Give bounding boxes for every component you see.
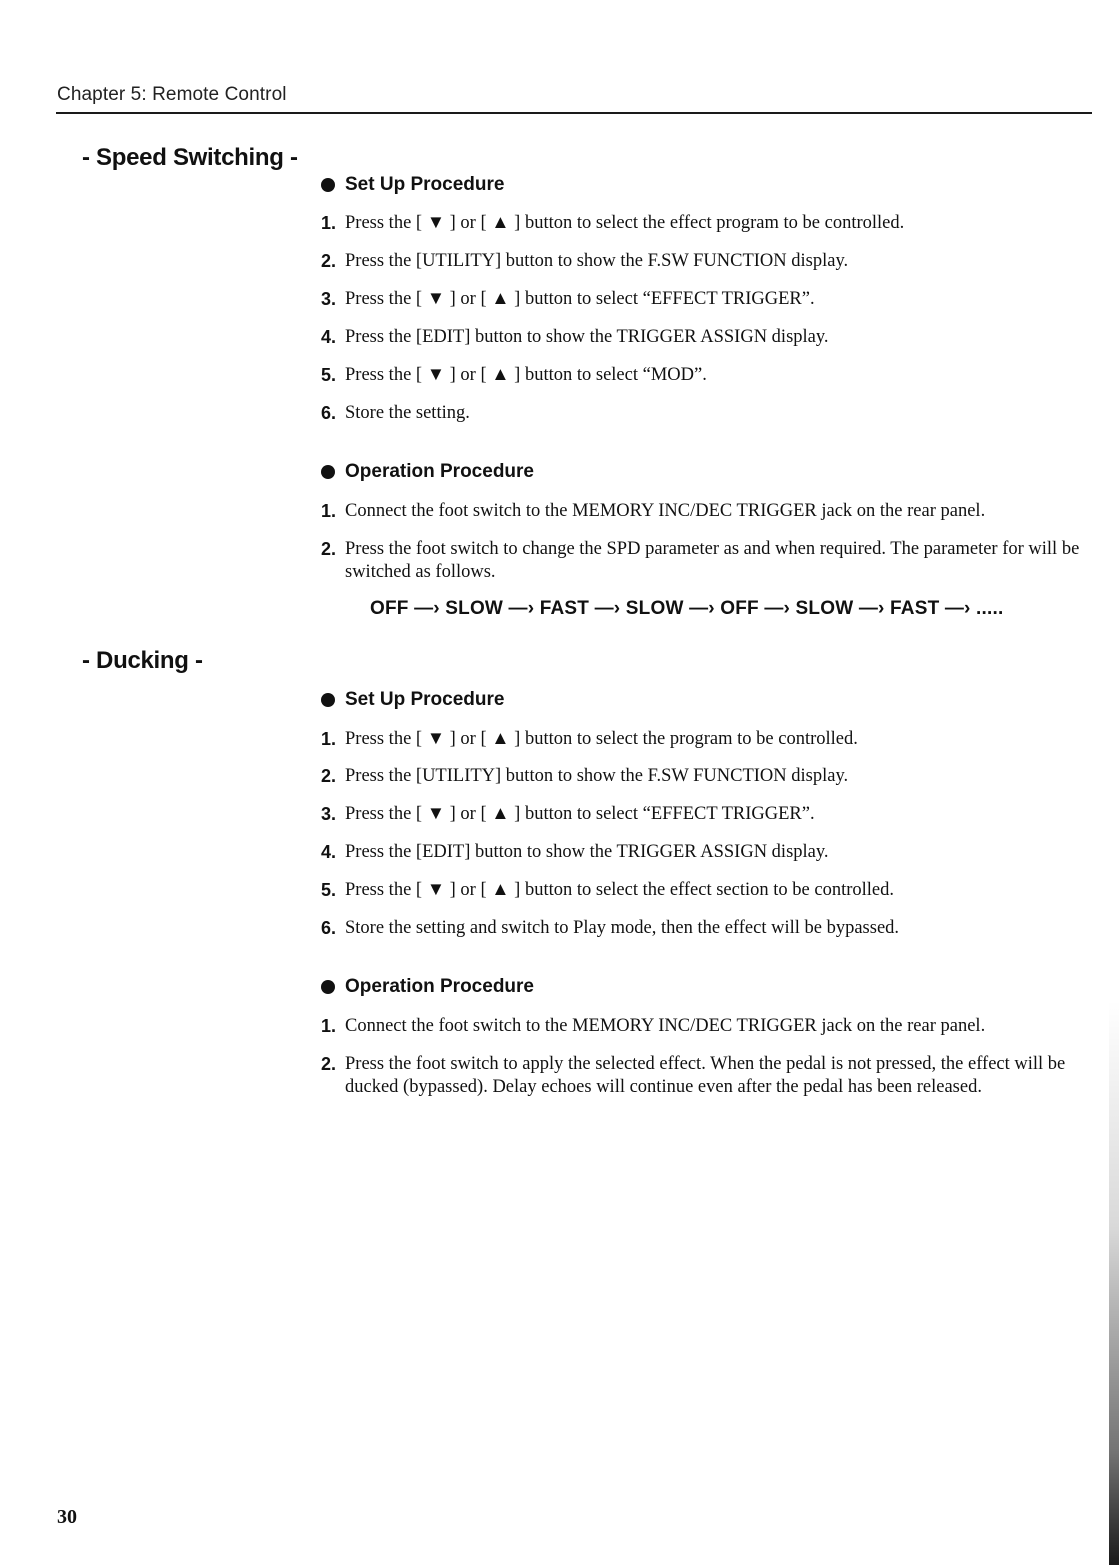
step-number: 1. <box>321 729 337 749</box>
step-text: Store the setting and switch to Play mode, then the effect will be bypassed. <box>345 918 900 938</box>
chapter-header: Chapter 5: Remote Control <box>57 84 287 105</box>
step-number: 5. <box>321 880 337 900</box>
step-number: 3. <box>321 289 337 309</box>
ducking-operation-heading <box>321 976 534 998</box>
ducking-operation-heading-text: Operation Procedure <box>345 976 534 997</box>
bullet-icon <box>321 178 335 192</box>
step-text: Press the [UTILITY] button to show the F.SW FUNCTION display. <box>345 766 849 786</box>
step-number: 4. <box>321 842 337 862</box>
step-text: Press the foot switch to change the SPD parameter as and when required. The parameter for will be switched as follows. <box>345 539 1080 582</box>
speed-setup-step <box>321 402 1091 425</box>
step-number: 4. <box>321 327 337 347</box>
step-text: Connect the foot switch to the MEMORY INC/DEC TRIGGER jack on the rear panel. <box>345 501 986 521</box>
bullet-icon <box>321 465 335 479</box>
ducking-operation-step <box>321 1015 1091 1038</box>
ducking-setup-step <box>321 728 1091 751</box>
ducking-setup-step <box>321 841 1091 864</box>
speed-switching-title: - Speed Switching - <box>82 144 298 171</box>
step-text: Press the [ ▼ ] or [ ▲ ] button to select the effect program to be controlled. <box>345 213 905 233</box>
page-number: 30 <box>57 1506 77 1528</box>
step-text: Store the setting. <box>345 403 470 423</box>
speed-setup-step <box>321 364 1091 387</box>
speed-setup-step <box>321 326 1091 349</box>
step-text: Press the foot switch to apply the selected effect. When the pedal is not pressed, the effect will be ducked (bypassed). Delay echoes will continue even after the pedal has been released. <box>345 1054 1066 1097</box>
step-number: 2. <box>321 539 337 559</box>
scan-edge-shadow <box>1109 1000 1119 1565</box>
step-number: 1. <box>321 501 337 521</box>
step-number: 1. <box>321 1016 337 1036</box>
ducking-setup-step <box>321 803 1091 826</box>
step-number: 2. <box>321 251 337 271</box>
ducking-setup-heading <box>321 689 504 711</box>
speed-sequence: OFF —› SLOW —› FAST —› SLOW —› OFF —› SLOW —› FAST —› ..... <box>370 598 1004 619</box>
speed-setup-step <box>321 288 1091 311</box>
step-text: Press the [EDIT] button to show the TRIGGER ASSIGN display. <box>345 842 829 862</box>
step-text: Press the [UTILITY] button to show the F.SW FUNCTION display. <box>345 251 849 271</box>
bullet-icon <box>321 693 335 707</box>
step-number: 2. <box>321 766 337 786</box>
ducking-setup-step <box>321 917 1091 940</box>
step-number: 6. <box>321 918 337 938</box>
speed-setup-step <box>321 250 1091 273</box>
header-rule <box>56 112 1092 114</box>
step-number: 6. <box>321 403 337 423</box>
speed-operation-step <box>321 500 1091 523</box>
speed-operation-heading-text: Operation Procedure <box>345 461 534 482</box>
ducking-setup-step <box>321 879 1091 902</box>
ducking-setup-step <box>321 765 1091 788</box>
step-text: Connect the foot switch to the MEMORY INC/DEC TRIGGER jack on the rear panel. <box>345 1016 986 1036</box>
step-text: Press the [ ▼ ] or [ ▲ ] button to select “EFFECT TRIGGER”. <box>345 804 815 824</box>
speed-operation-heading <box>321 461 534 483</box>
step-text: Press the [ ▼ ] or [ ▲ ] button to select “MOD”. <box>345 365 707 385</box>
step-text: Press the [ ▼ ] or [ ▲ ] button to select “EFFECT TRIGGER”. <box>345 289 815 309</box>
step-text: Press the [EDIT] button to show the TRIGGER ASSIGN display. <box>345 327 829 347</box>
step-text: Press the [ ▼ ] or [ ▲ ] button to select the effect section to be controlled. <box>345 880 894 900</box>
step-number: 3. <box>321 804 337 824</box>
ducking-operation-step <box>321 1053 1091 1099</box>
step-number: 1. <box>321 213 337 233</box>
ducking-setup-heading-text: Set Up Procedure <box>345 689 505 710</box>
step-number: 5. <box>321 365 337 385</box>
ducking-title: - Ducking - <box>82 647 203 674</box>
step-number: 2. <box>321 1054 337 1074</box>
speed-setup-step <box>321 212 1091 235</box>
speed-setup-heading <box>321 174 504 196</box>
speed-operation-step <box>321 538 1091 584</box>
bullet-icon <box>321 980 335 994</box>
step-text: Press the [ ▼ ] or [ ▲ ] button to select the program to be controlled. <box>345 729 858 749</box>
speed-setup-heading-text: Set Up Procedure <box>345 174 505 195</box>
